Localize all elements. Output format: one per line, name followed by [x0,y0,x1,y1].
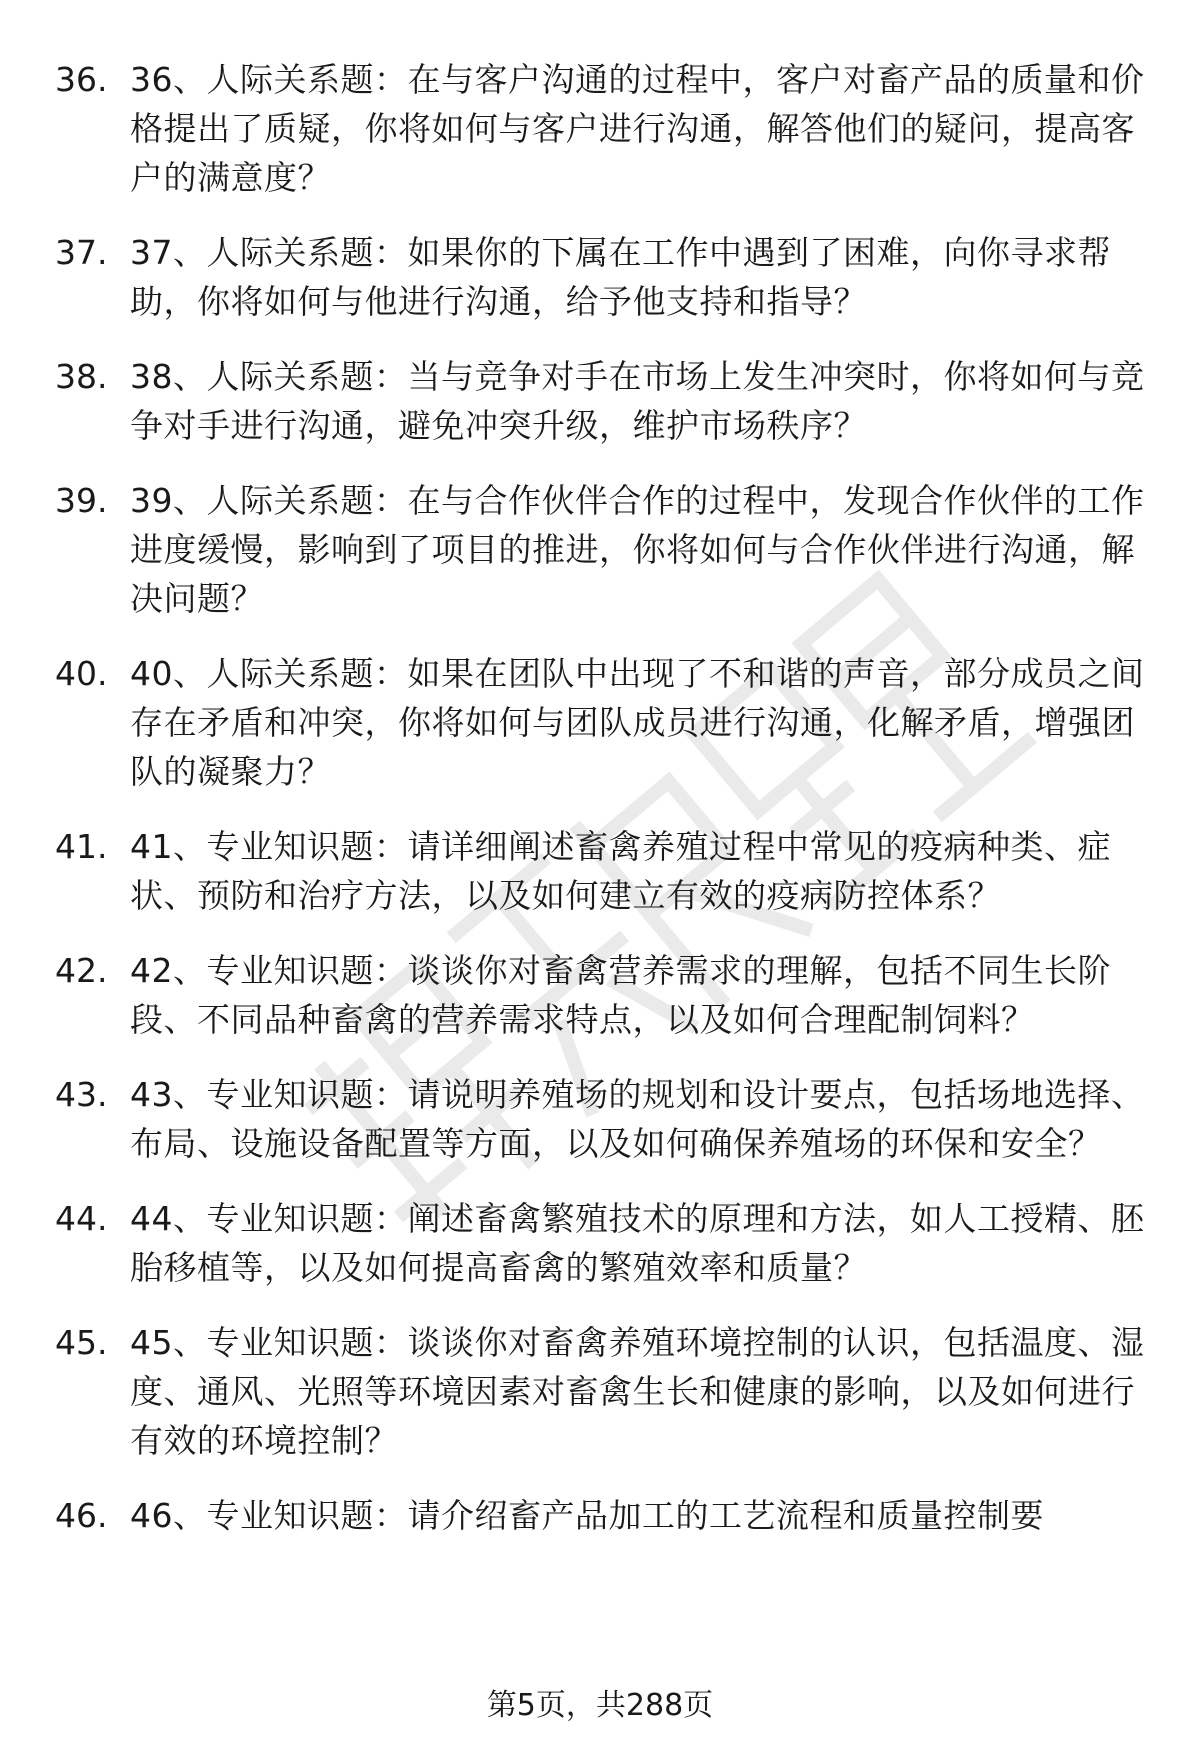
question-number: 38. [55,357,108,396]
question-text: 39、人际关系题：在与合作伙伴合作的过程中，发现合作伙伴的工作进度缓慢，影响到了项目的推进，你将如何与合作伙伴进行沟通，解决问题？ [130,481,1145,618]
question-number: 42. [55,951,108,990]
page-footer: 第5页，共288页 [486,1688,714,1723]
question-text: 46、专业知识题：请介绍畜产品加工的工艺流程和质量控制要 [130,1496,1044,1535]
question-item [0,1318,1200,1465]
question-text: 38、人际关系题：当与竞争对手在市场上发生冲突时，你将如何与竞争对手进行沟通，避免冲突升级，维护市场秩序？ [130,357,1145,445]
question-item [0,476,1200,623]
question-item [0,822,1200,920]
question-item [0,1070,1200,1168]
question-text: 44、专业知识题：阐述畜禽繁殖技术的原理和方法，如人工授精、胚胎移植等，以及如何提高畜禽的繁殖效率和质量？ [130,1199,1145,1287]
question-item [0,1194,1200,1292]
question-item [0,946,1200,1044]
question-text: 40、人际关系题：如果在团队中出现了不和谐的声音，部分成员之间存在矛盾和冲突，你将如何与团队成员进行沟通，化解矛盾，增强团队的凝聚力？ [130,654,1145,791]
question-text: 41、专业知识题：请详细阐述畜禽养殖过程中常见的疫病种类、症状、预防和治疗方法，以及如何建立有效的疫病防控体系？ [130,827,1111,915]
question-number: 39. [55,481,108,520]
question-item [0,55,1200,202]
question-item [0,1491,1200,1540]
question-text: 43、专业知识题：请说明养殖场的规划和设计要点，包括场地选择、布局、设施设备配置等方面，以及如何确保养殖场的环保和安全？ [130,1075,1145,1163]
question-text: 36、人际关系题：在与客户沟通的过程中，客户对畜产品的质量和价格提出了质疑，你将如何与客户进行沟通，解答他们的疑问，提高客户的满意度？ [130,60,1145,197]
question-item [0,228,1200,326]
question-text: 37、人际关系题：如果你的下属在工作中遇到了困难，向你寻求帮助，你将如何与他进行沟通，给予他支持和指导？ [130,233,1111,321]
question-number: 37. [55,233,108,272]
question-number: 40. [55,654,108,693]
question-item [0,649,1200,796]
question-text: 45、专业知识题：谈谈你对畜禽养殖环境控制的认识，包括温度、湿度、通风、光照等环境因素对畜禽生长和健康的影响，以及如何进行有效的环境控制？ [130,1323,1145,1460]
question-number: 41. [55,827,108,866]
question-number: 44. [55,1199,108,1238]
question-item [0,352,1200,450]
question-text: 42、专业知识题：谈谈你对畜禽营养需求的理解，包括不同生长阶段、不同品种畜禽的营养需求特点，以及如何合理配制饲料？ [130,951,1111,1039]
question-list [0,55,1200,1566]
question-number: 45. [55,1323,108,1362]
question-number: 43. [55,1075,108,1114]
question-number: 46. [55,1496,108,1535]
question-number: 36. [55,60,108,99]
